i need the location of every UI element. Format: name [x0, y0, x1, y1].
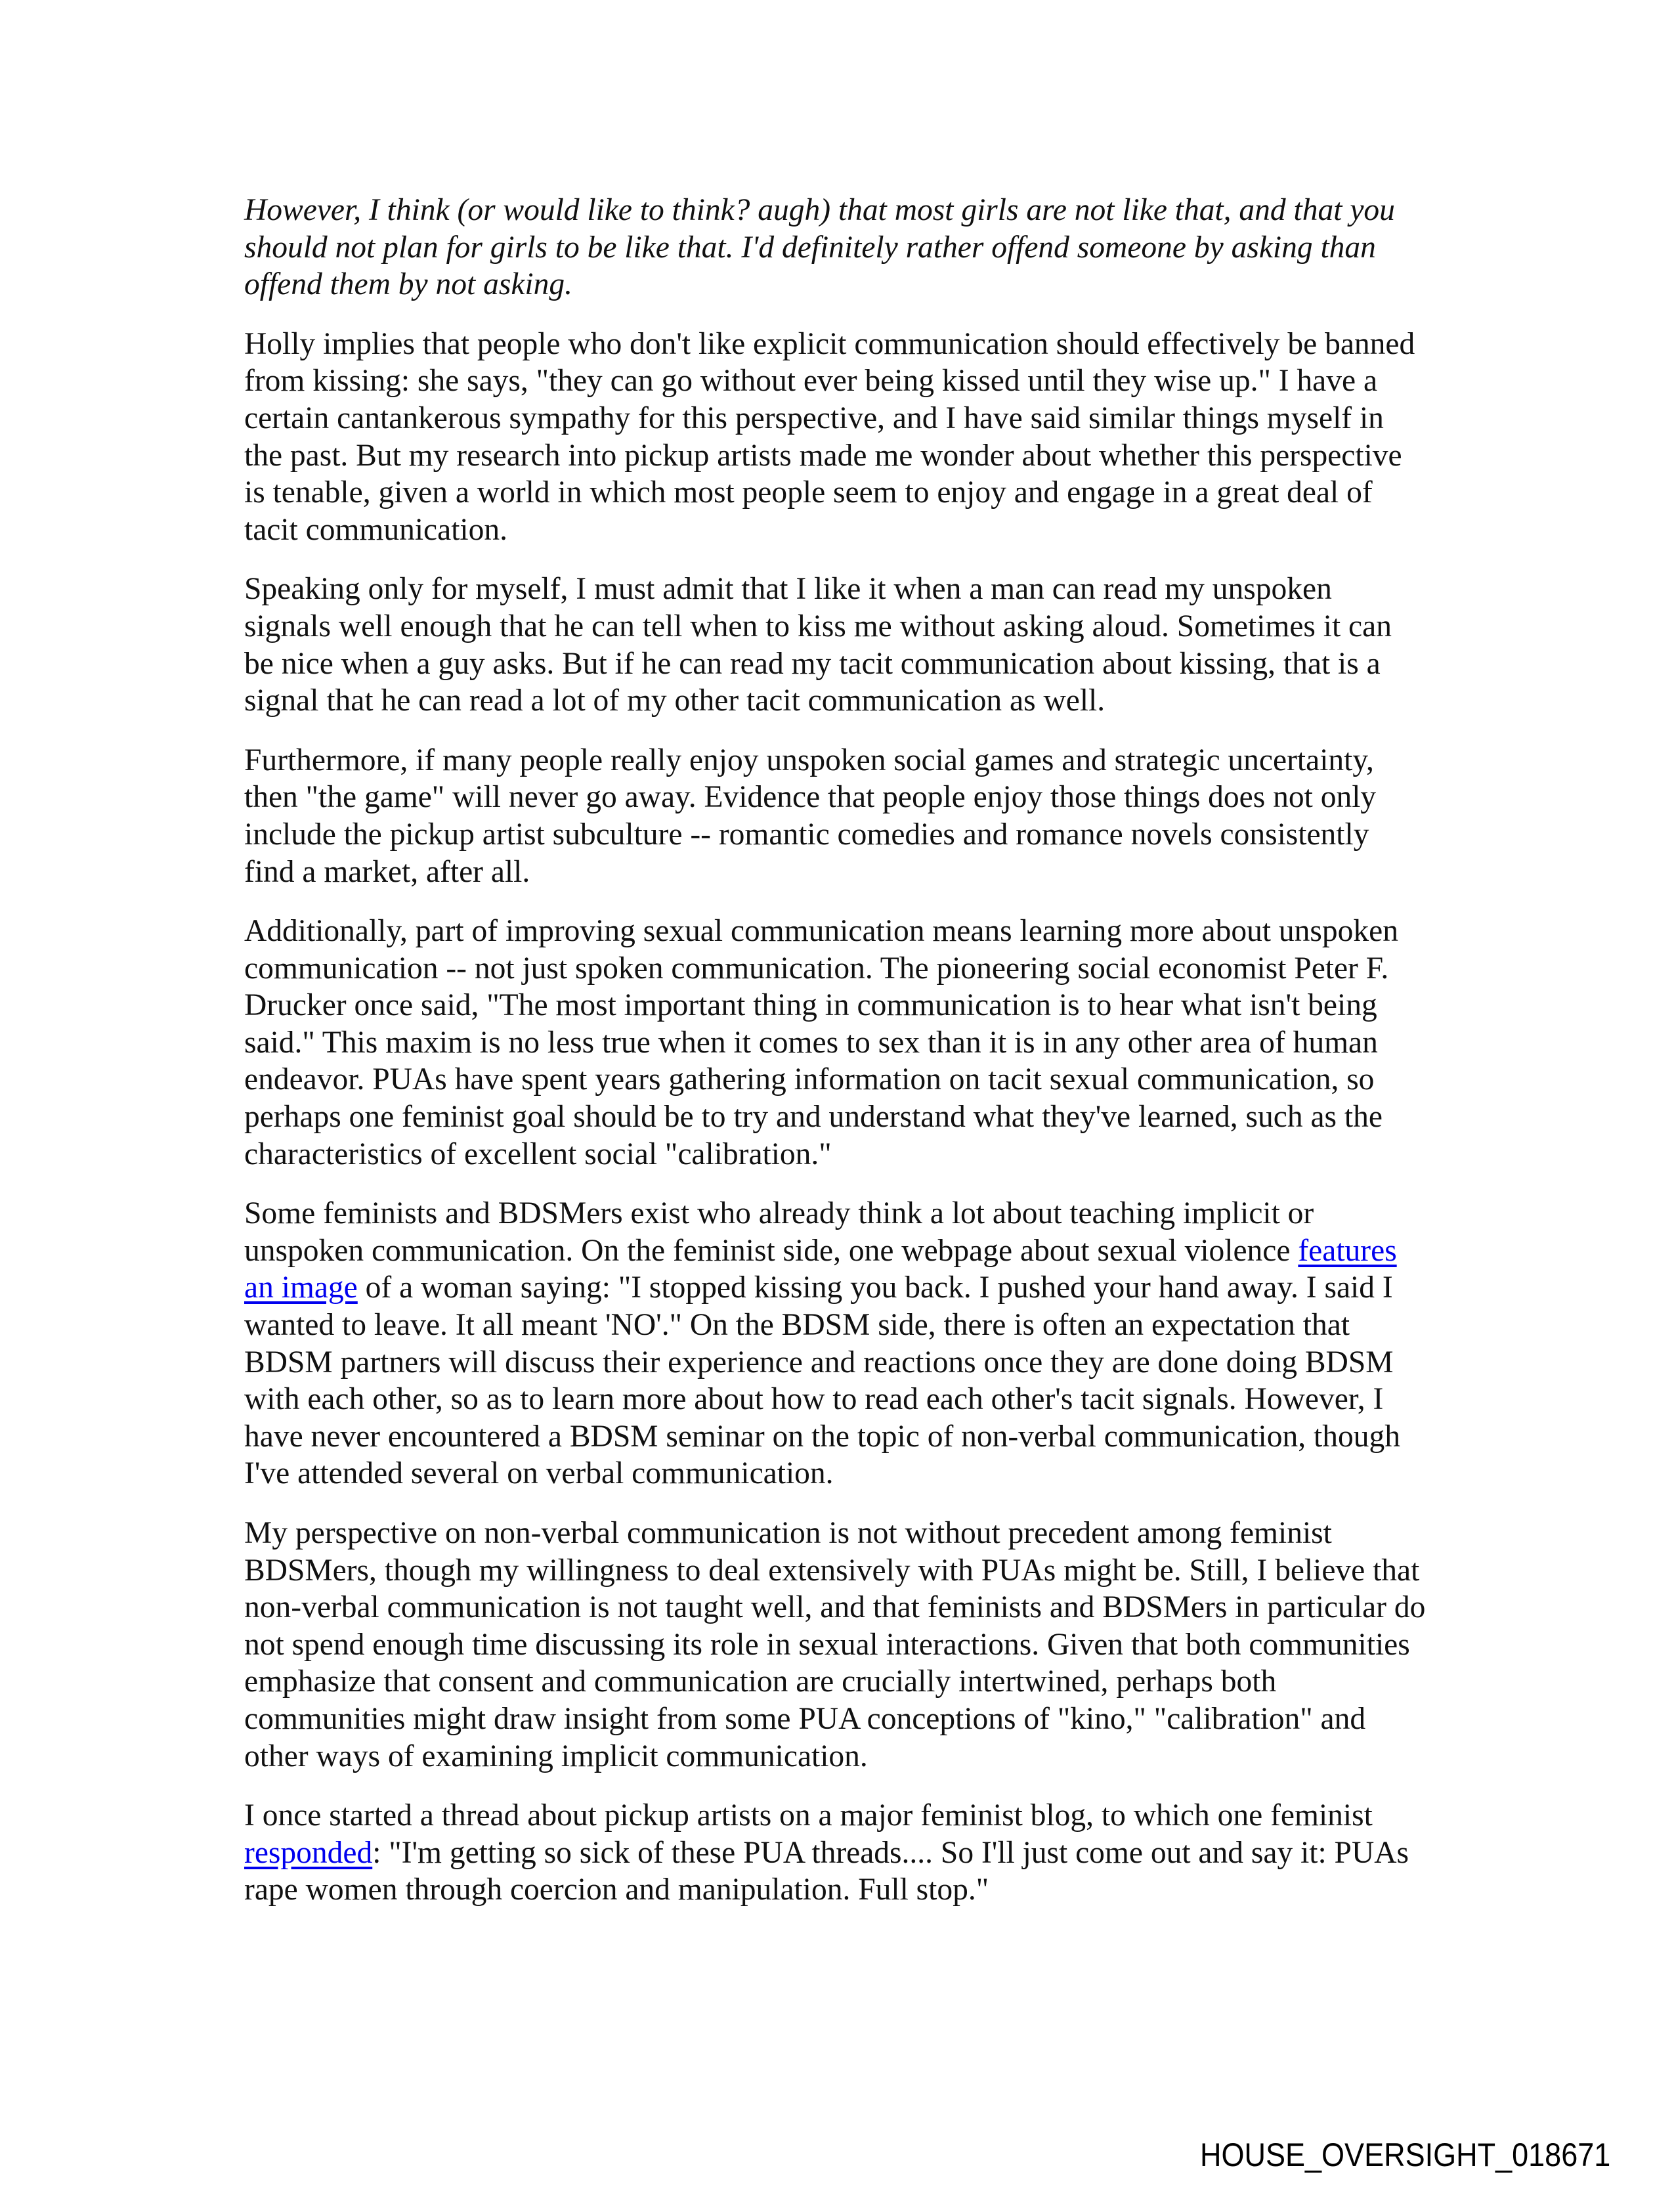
quoted-paragraph: However, I think (or would like to think? augh) that most girls are not like that, and that you should not plan for girls to be like that. I'd definitely rather offend someone by asking than offend them by not asking.	[244, 193, 1395, 302]
document-body	[244, 192, 1426, 1931]
paragraph-text: : "I'm getting so sick of these PUA threads.... So I'll just come out and say it: PUAs rape women through coercion and manipulation. Full stop."	[244, 1835, 1409, 1907]
paragraph: Furthermore, if many people really enjoy unspoken social games and strategic uncertainty, then "the game" will never go away. Evidence that people enjoy those things does not only include the pickup artist subculture -- romantic comedies and romance novels consistently find a market, after all.	[244, 743, 1377, 889]
paragraph: My perspective on non-verbal communication is not without precedent among feminist BDSMers, though my willingness to deal extensively with PUAs might be. Still, I believe that non-verbal communication is not taught well, and that feminists and BDSMers in particular do not spend enough time discussing its role in sexual interactions. Given that both communities emphasize that consent and communication are crucially intertwined, perhaps both communities might draw insight from some PUA conceptions of "kino," "calibration" and other ways of examining implicit communication.	[244, 1516, 1426, 1773]
responded-link[interactable]: responded	[244, 1835, 373, 1870]
paragraph: Additionally, part of improving sexual communication means learning more about unspoken communication -- not just spoken communication. The pioneering social economist Peter F. Drucker once said, "The most important thing in communication is to hear what isn't being said." This maxim is no less true when it comes to sex than it is in any other area of human endeavor. PUAs have spent years gathering information on tacit sexual communication, so perhaps one feminist goal should be to try and understand what they've learned, such as the characteristics of excellent social "calibration."	[244, 914, 1398, 1171]
paragraph: Speaking only for myself, I must admit that I like it when a man can read my unspoken signals well enough that he can tell when to kiss me without asking aloud. Sometimes it can be nice when a guy asks. But if he can read my tacit communication about kissing, that is a signal that he can read a lot of my other tacit communication as well.	[244, 572, 1392, 718]
paragraph-text: I once started a thread about pickup artists on a major feminist blog, to which one feminist	[244, 1798, 1373, 1833]
paragraph: Holly implies that people who don't like explicit communication should effectively be banned from kissing: she says, "they can go without ever being kissed until they wise up." I have a certain cantankerous sympathy for this perspective, and I have said similar things myself in the past. But my research into pickup artists made me wonder about whether this perspective is tenable, given a world in which most people seem to enjoy and engage in a great deal of tacit communication.	[244, 326, 1415, 547]
paragraph-text: of a woman saying: "I stopped kissing you back. I pushed your hand away. I said I wanted to leave. It all meant 'NO'." On the BDSM side, there is often an expectation that BDSM partners will discuss their experience and reactions once they are done doing BDSM with each other, so as to learn more about how to read each other's tacit signals. However, I have never encountered a BDSM seminar on the topic of non-verbal communication, though I've attended several on verbal communication.	[244, 1270, 1400, 1491]
paragraph	[244, 1195, 1426, 1492]
paragraph	[244, 1797, 1426, 1909]
paragraph-text: Some feminists and BDSMers exist who already think a lot about teaching implicit or unspoken communication. On the feminist side, one webpage about sexual violence	[244, 1196, 1314, 1268]
features-an-image-link[interactable]: features an image	[244, 1233, 1397, 1305]
bates-stamp: HOUSE_OVERSIGHT_018671	[1200, 2136, 1611, 2173]
